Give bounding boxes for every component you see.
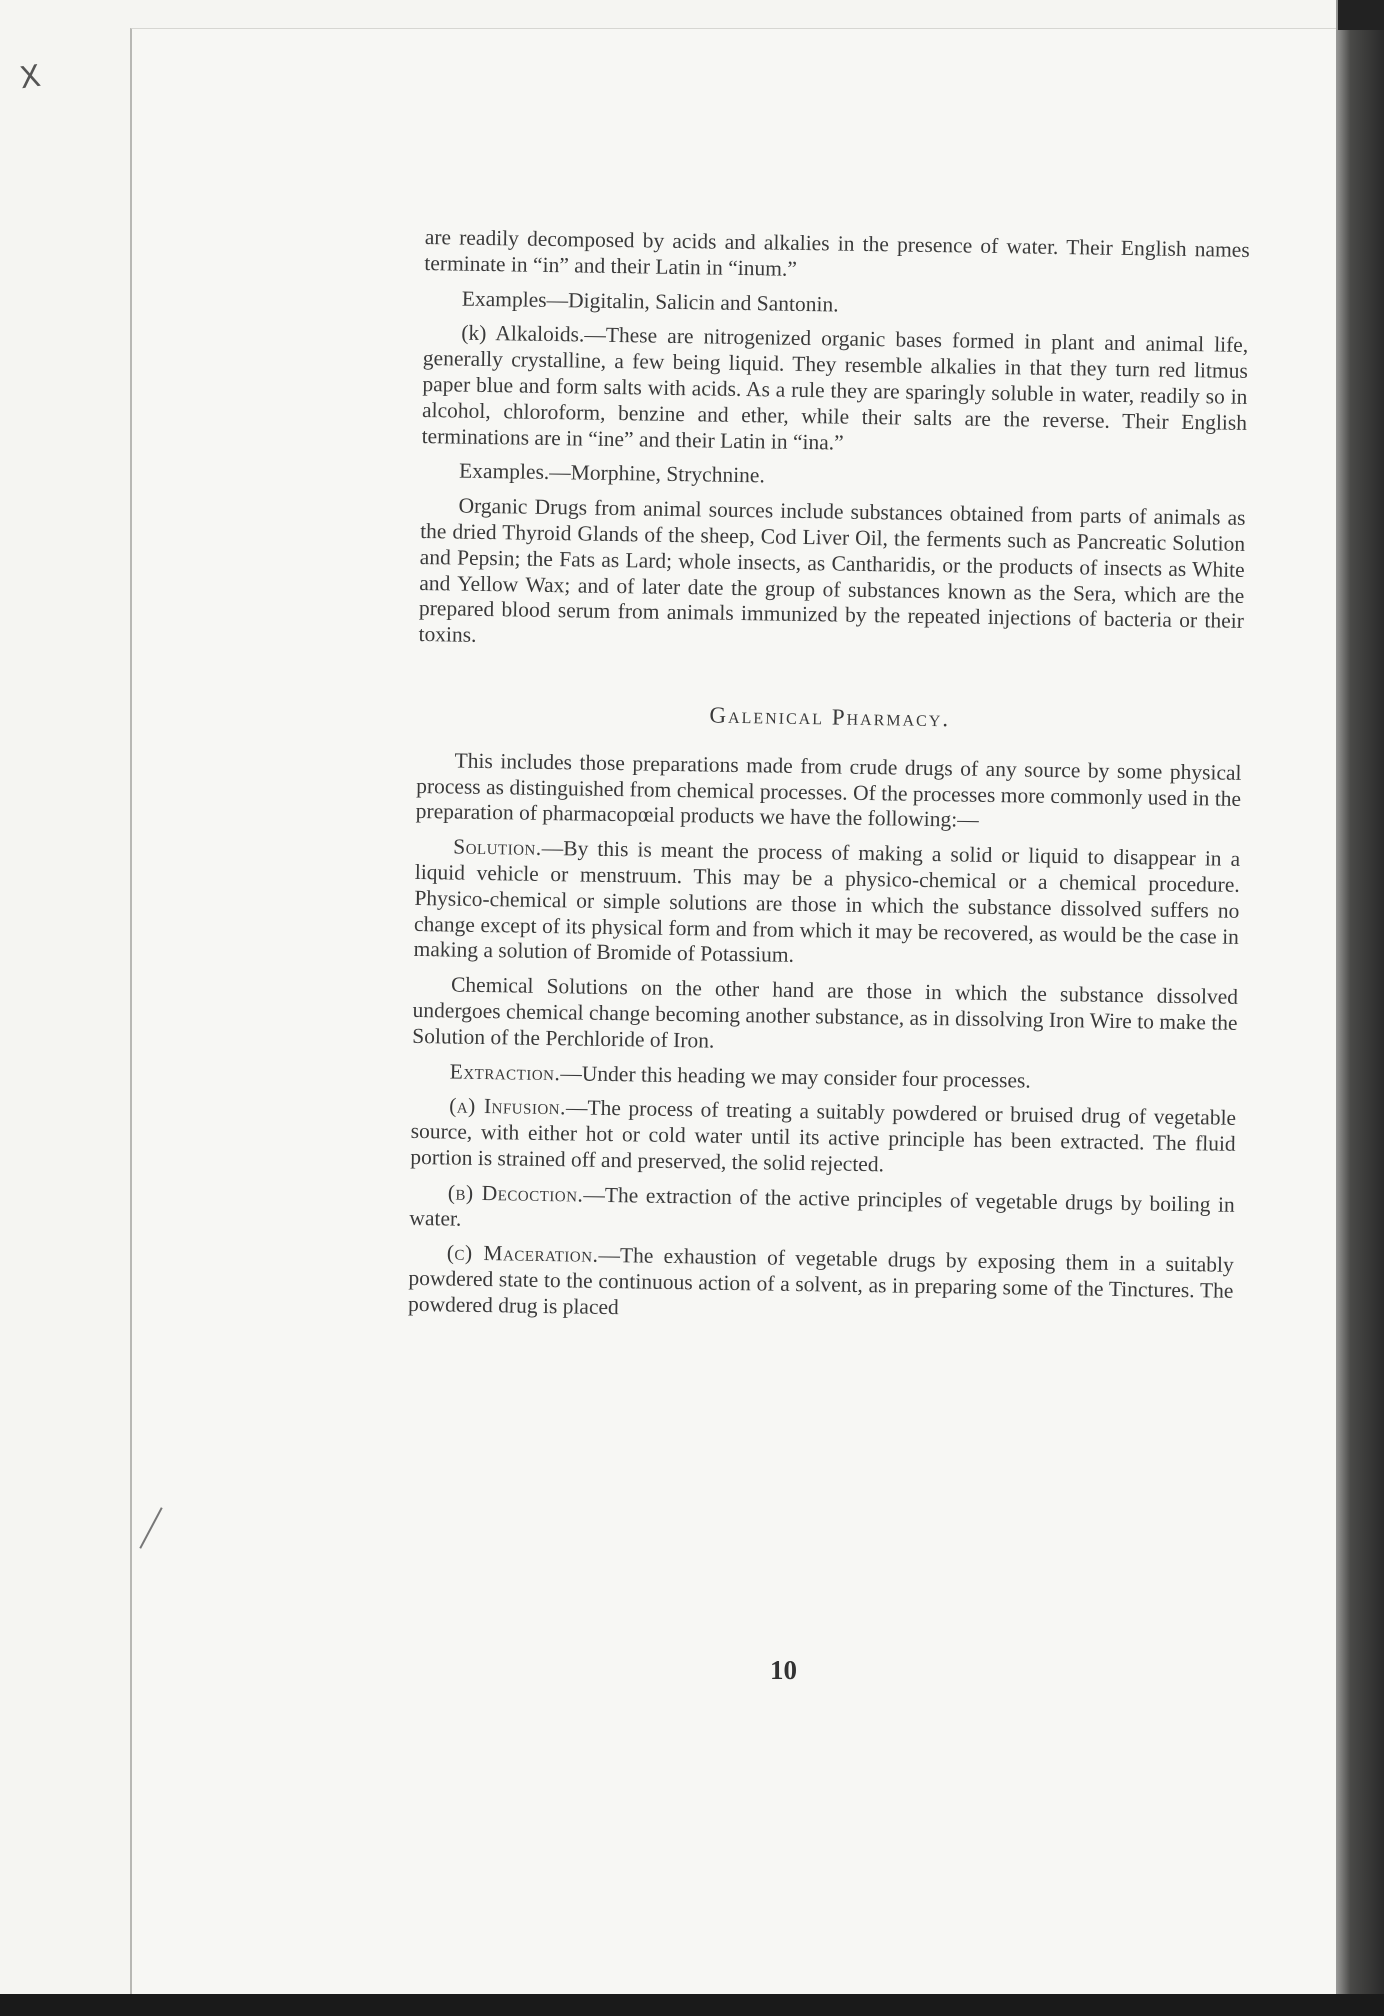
infusion-text: —The process of treating a suitably powdered or bruised drug of vegetable source, with either hot or cold water until its active principle has been extracted. The fluid portion is strained off and preserved, the solid rejected. bbox=[410, 1095, 1237, 1177]
extraction-label: Extraction. bbox=[449, 1059, 561, 1085]
solution-label: Solution. bbox=[453, 834, 542, 861]
paragraph-animal-drugs: Organic Drugs from animal sources include substances obtained from parts of animals as the dried Thyroid Glands of the sheep, Cod Liver Oil, the ferments such as Pancreatic Solution and Pepsin; the Fats as Lard; whole insects, as Cantharidis, or the products of insects as White and Yellow Wax; and of later date the group of substances known as the Sera, which are the prepared blood serum from animals immunized by the repeated injections of bacteria or their toxins. bbox=[418, 493, 1246, 648]
alkaloids-text: —These are nitrogenized organic bases formed in plant and animal life, generally crystalline, a few being liquid. They resemble alkalies in that they turn red litmus paper blue and form salts with acids. As a rule they are sparingly soluble in water, readily so in alcohol, chloroform, benzine and ether, while their salts are the reverse. Their English terminations are in “ine” and their Latin in “ina.” bbox=[421, 322, 1249, 455]
section-heading: Galenical Pharmacy. bbox=[709, 702, 951, 732]
page-number: 10 bbox=[770, 1655, 797, 1685]
margin-mark: X bbox=[17, 58, 43, 97]
scan-edge-top bbox=[1338, 0, 1384, 30]
paragraph-chemical-solutions: Chemical Solutions on the other hand are those in which the substance dissolved undergoes chemical change becoming another substance, as in dissolving Iron Wire to make the Solution of the Perchloride of Iron. bbox=[412, 972, 1239, 1053]
maceration-text: —The exhaustion of vegetable drugs by exposing them in a suitably powdered state to the continuous action of a solvent, as in preparing some of the Tinctures. The powdered drug is placed bbox=[407, 1243, 1234, 1320]
decoction-label: (b) Decoction. bbox=[447, 1180, 584, 1207]
paragraph-glucosides-end: are readily decomposed by acids and alkalies in the presence of water. Their English names terminate in “in” and their Latin in “inum.” bbox=[424, 225, 1250, 281]
maceration-label: (c) Maceration. bbox=[446, 1240, 599, 1268]
decoction-text: —The extraction of the active principles of vegetable drugs by boiling in water. bbox=[409, 1182, 1235, 1231]
scan-edge-bottom bbox=[0, 1994, 1384, 2016]
page-text bbox=[408, 225, 1250, 1340]
solution-text: —By this is meant the process of making a solid or liquid to disappear in a liquid vehicle or menstruum. This may be a physico-chemical or a chemical procedure. Physico-chemical or simple solutions are those in which the substance dissolved suffers no change except of its physical form and from which it may be recovered, as would be the case in making a solution of Bromide of Potassium. bbox=[413, 836, 1241, 968]
paragraph-extraction bbox=[412, 1058, 1237, 1097]
paragraph-maceration bbox=[408, 1240, 1234, 1330]
scan-edge-right bbox=[1336, 0, 1384, 2016]
paragraph-galenical-intro: This includes those preparations made from crude drugs of any source by some physical process as distinguished from chemical processes. Of the processes more commonly used in the preparation of pharmacopœial products we have the following:— bbox=[415, 748, 1242, 833]
infusion-label: (a) Infusion. bbox=[448, 1093, 567, 1120]
alkaloids-label: (k) Alkaloids. bbox=[461, 320, 585, 347]
paragraph-solution bbox=[413, 834, 1240, 976]
paragraph-infusion bbox=[410, 1093, 1236, 1183]
paragraph-examples-glucosides: Examples—Digitalin, Salicin and Santonin. bbox=[461, 286, 839, 317]
paragraph-examples-alkaloids: Examples.—Morphine, Strychnine. bbox=[458, 458, 766, 488]
extraction-text: —Under this heading we may consider four processes. bbox=[560, 1060, 1031, 1093]
paragraph-alkaloids bbox=[421, 320, 1248, 462]
paragraph-decoction bbox=[409, 1180, 1235, 1245]
